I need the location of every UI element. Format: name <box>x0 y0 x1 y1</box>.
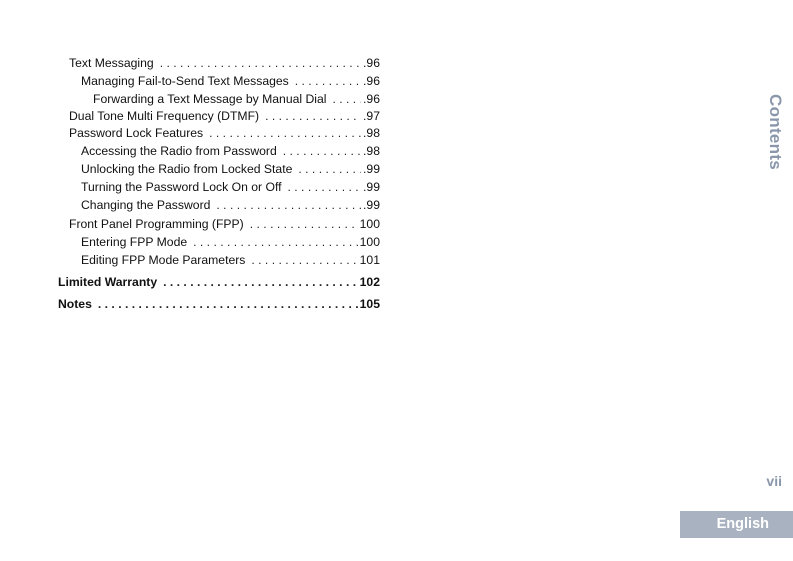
toc-entry-limited-warranty[interactable] <box>58 273 380 291</box>
toc-entry-page: 105 <box>359 297 380 311</box>
toc-entry-title: Entering FPP Mode <box>81 235 188 249</box>
page-number: vii <box>766 473 782 489</box>
toc-leader-dots <box>265 107 361 125</box>
toc-entry-title: Changing the Password <box>81 198 211 212</box>
toc-entry-page: .96 <box>363 92 380 106</box>
toc-entry-managing-fail-to-send[interactable] <box>81 72 380 90</box>
toc-entry-title: Password Lock Features <box>69 126 204 140</box>
toc-entry-notes[interactable] <box>58 295 380 313</box>
toc-entry-page: .99 <box>363 198 380 212</box>
toc-leader-dots <box>295 72 361 90</box>
toc-leader-dots <box>250 215 358 233</box>
toc-leader-dots <box>163 273 358 291</box>
toc-entry-page: .97 <box>363 109 380 123</box>
toc-leader-dots <box>332 90 361 108</box>
toc-entry-password-lock-features[interactable] <box>69 124 380 142</box>
toc-entry-page: .96 <box>363 74 380 88</box>
toc-leader-dots <box>98 295 358 313</box>
toc-entry-title: Editing FPP Mode Parameters <box>81 253 246 267</box>
toc-entry-page: .98 <box>363 144 380 158</box>
toc-entry-title: Notes <box>58 297 92 311</box>
toc-entry-title: Managing Fail-to-Send Text Messages <box>81 74 289 88</box>
toc-leader-dots <box>298 160 361 178</box>
language-tab: English <box>680 511 793 538</box>
toc-entry-title: Front Panel Programming (FPP) <box>69 217 244 231</box>
contents-side-tab: Contents <box>766 94 785 171</box>
toc-entry-forwarding-manual-dial[interactable] <box>93 90 380 108</box>
toc-entry-page: 100 <box>359 217 380 231</box>
toc-entry-title: Forwarding a Text Message by Manual Dial <box>93 92 327 106</box>
toc-entry-title: Unlocking the Radio from Locked State <box>81 162 293 176</box>
toc-entry-title: Dual Tone Multi Frequency (DTMF) <box>69 109 260 123</box>
toc-entry-title: Accessing the Radio from Password <box>81 144 277 158</box>
toc-entry-unlocking-radio[interactable] <box>81 160 380 178</box>
toc-leader-dots <box>209 124 361 142</box>
toc-leader-dots <box>283 142 361 160</box>
toc-entry-editing-fpp[interactable] <box>81 251 380 269</box>
toc-entry-page: 102 <box>359 275 380 289</box>
toc-entry-text-messaging[interactable] <box>69 54 380 72</box>
toc-entry-turning-password-lock[interactable] <box>81 178 380 196</box>
toc-entry-fpp[interactable] <box>69 215 380 233</box>
toc-leader-dots <box>216 196 361 214</box>
toc-entry-page: .99 <box>363 162 380 176</box>
toc-entry-page: .98 <box>363 126 380 140</box>
toc-entry-accessing-radio[interactable] <box>81 142 380 160</box>
toc-entry-title: Limited Warranty <box>58 275 158 289</box>
toc-entry-dtmf[interactable] <box>69 107 380 125</box>
toc-entry-changing-password[interactable] <box>81 196 380 214</box>
toc-entry-page: 101 <box>359 253 380 267</box>
toc-leader-dots <box>193 233 358 251</box>
toc-leader-dots <box>288 178 362 196</box>
toc-entry-page: 100 <box>359 235 380 249</box>
toc-leader-dots <box>251 251 357 269</box>
toc-entry-page: .99 <box>363 180 380 194</box>
toc-entry-title: Text Messaging <box>69 56 154 70</box>
toc-leader-dots <box>160 54 361 72</box>
toc-entry-page: .96 <box>363 56 380 70</box>
toc-entry-title: Turning the Password Lock On or Off <box>81 180 282 194</box>
toc-entry-entering-fpp[interactable] <box>81 233 380 251</box>
